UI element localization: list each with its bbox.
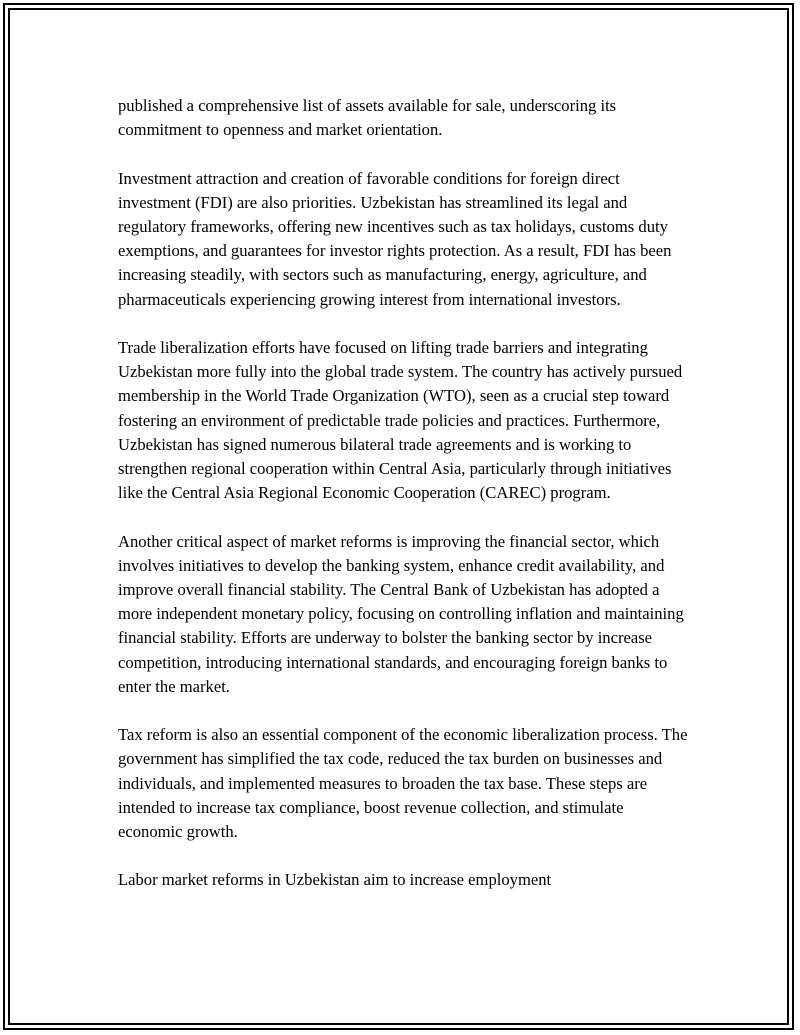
document-body bbox=[118, 94, 688, 917]
paragraph-investment-attraction: Investment attraction and creation of favorable conditions for foreign direct investment (FDI) are also priorities. Uzbekistan has streamlined its legal and regulatory frameworks, offering new incentives such as tax holidays, customs duty exemptions, and guarantees for investor rights protection. As a result, FDI has been increasing steadily, with sectors such as manufacturing, energy, agriculture, and pharmaceuticals experiencing growing interest from international investors. bbox=[118, 168, 672, 309]
paragraph-trade-liberalization: Trade liberalization efforts have focused on lifting trade barriers and integrating Uzbekistan more fully into the global trade system. The country has actively pursued membership in the World Trade Organization (WTO), seen as a crucial step toward fostering an environment of predictable trade policies and practices. Furthermore, Uzbekistan has signed numerous bilateral trade agreements and is working to strengthen regional cooperation within Central Asia, particularly through initiatives like the Central Asia Regional Economic Cooperation (CAREC) program. bbox=[118, 338, 683, 503]
paragraph-labor-market: Labor market reforms in Uzbekistan aim to increase employment bbox=[118, 870, 552, 890]
paragraph-privatization-continuation: published a comprehensive list of assets available for sale, underscoring its commitment to openness and market orientation. bbox=[118, 96, 617, 140]
paragraph-tax-reform: Tax reform is also an essential component of the economic liberalization process. The government has simplified the tax code, reduced the tax burden on businesses and individuals, and implemented measures to broaden the tax base. These steps are intended to increase tax compliance, boost revenue collection, and stimulate economic growth. bbox=[118, 725, 688, 842]
paragraph-financial-sector: Another critical aspect of market reforms is improving the financial sector, which involves initiatives to develop the banking system, enhance credit availability, and improve overall financial stability. The Central Bank of Uzbekistan has adopted a more independent monetary policy, focusing on controlling inflation and maintaining financial stability. Efforts are underway to bolster the banking sector by increase competition, introducing international standards, and encouraging foreign banks to enter the market. bbox=[118, 531, 684, 696]
